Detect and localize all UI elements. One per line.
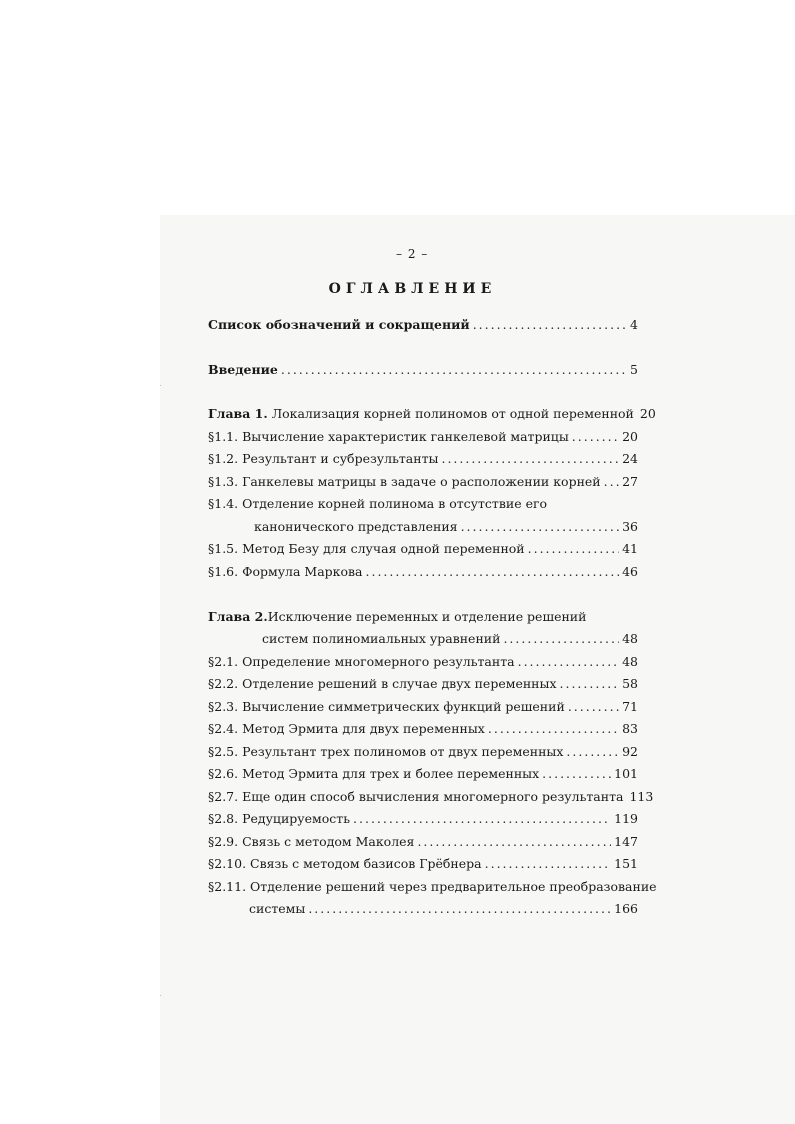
chapter-number: Глава 2. [208,609,268,624]
page-number: – 2 – [396,247,429,261]
chapter-title: Исключение переменных и отделение решений [267,609,587,624]
toc-section[interactable] [208,811,638,829]
toc-page: 166 [614,901,638,916]
toc-section[interactable] [208,856,638,874]
toc-heading: ОГЛАВЛЕНИЕ [328,281,497,297]
toc-page: 4 [630,317,638,332]
chapter-title: Локализация корней полиномов от одной переменной [267,406,634,421]
section-title: §2.6. Метод Эрмита для трех и более переменных [208,766,540,781]
toc-page: 113 [629,789,654,804]
leader-dots [417,834,611,849]
chapter-title: систем полиномиальных уравнений [262,631,501,646]
section-title: §1.6. Формула Маркова [208,564,363,579]
leader-dots [566,744,619,759]
leader-dots [542,766,611,781]
toc-chapter-2[interactable] [208,609,586,624]
toc-section[interactable] [208,834,638,852]
toc-section[interactable] [208,654,638,672]
toc-section[interactable] [208,451,638,469]
toc-section[interactable] [208,699,638,717]
section-title: §1.2. Результант и субрезультанты [208,451,439,466]
toc-page: 27 [622,474,638,489]
toc-chapter-1[interactable] [208,406,656,424]
leader-dots [441,451,619,466]
toc-section[interactable] [208,676,638,694]
scan-speck [160,995,161,996]
toc-section[interactable] [208,721,638,739]
toc-section[interactable] [208,429,638,447]
section-title[interactable]: §1.4. Отделение корней полинома в отсутствие его [208,496,548,511]
toc-section-continued[interactable] [254,519,638,537]
section-title[interactable]: §2.11. Отделение решений через предварительное преобразование [208,879,657,894]
scan-speck [160,385,161,386]
leader-dots [485,856,612,871]
section-title: канонического представления [254,519,458,534]
toc-page: 24 [622,451,638,466]
toc-section[interactable] [208,474,638,492]
toc-section[interactable] [208,564,638,582]
toc-page: 5 [630,362,638,377]
toc-page: 46 [622,564,638,579]
toc-page: 151 [614,856,638,871]
leader-dots [572,429,619,444]
toc-page: 58 [622,676,638,691]
section-title: §2.1. Определение многомерного результанта [208,654,515,669]
toc-page: 20 [639,406,656,421]
toc-entry-title: Введение [208,362,278,377]
chapter-number: Глава 1. [208,406,268,421]
leader-dots [281,362,627,377]
toc-page: 71 [622,699,638,714]
toc-page: 41 [622,541,638,556]
section-title: §2.8. Редуцируемость [208,811,351,826]
toc-page: 147 [614,834,638,849]
leader-dots [353,811,611,826]
section-title: §2.7. Еще один способ вычисления многомерного результанта [208,789,624,804]
leader-dots [308,901,611,916]
toc-page: 36 [622,519,638,534]
toc-page: 48 [622,654,638,669]
section-title: §2.2. Отделение решений в случае двух переменных [208,676,557,691]
leader-dots [604,474,619,489]
toc-page: 92 [622,744,638,759]
toc-section[interactable] [208,766,638,784]
toc-section[interactable] [208,744,638,762]
toc-page: 101 [614,766,638,781]
section-title: §1.1. Вычисление характеристик ганкелевой матрицы [208,429,569,444]
toc-entry-title: Список обозначений и сокращений [208,317,470,332]
toc-page: 20 [622,429,638,444]
section-title: §2.5. Результант трех полиномов от двух переменных [208,744,564,759]
leader-dots [473,317,627,332]
toc-page: 83 [622,721,638,736]
toc-section[interactable] [208,541,638,559]
leader-dots [503,631,619,646]
toc-entry[interactable] [208,362,638,380]
toc-chapter-continued[interactable] [262,631,638,649]
leader-dots [518,654,620,669]
section-title: §2.10. Связь с методом базисов Грёбнера [208,856,482,871]
leader-dots [560,676,620,691]
leader-dots [366,564,620,579]
section-title: §2.4. Метод Эрмита для двух переменных [208,721,485,736]
leader-dots [568,699,619,714]
section-title: §1.3. Ганкелевы матрицы в задаче о расположении корней [208,474,601,489]
leader-dots [488,721,619,736]
toc-page: 119 [614,811,638,826]
section-title: §2.9. Связь с методом Маколея [208,834,415,849]
toc-page: 48 [622,631,638,646]
toc-section[interactable] [208,789,654,807]
leader-dots [461,519,620,534]
toc-entry[interactable] [208,317,638,335]
section-title: системы [249,901,306,916]
section-title: §1.5. Метод Безу для случая одной переменной [208,541,525,556]
section-title: §2.3. Вычисление симметрических функций решений [208,699,565,714]
leader-dots [528,541,619,556]
toc-section-continued[interactable] [249,901,638,919]
